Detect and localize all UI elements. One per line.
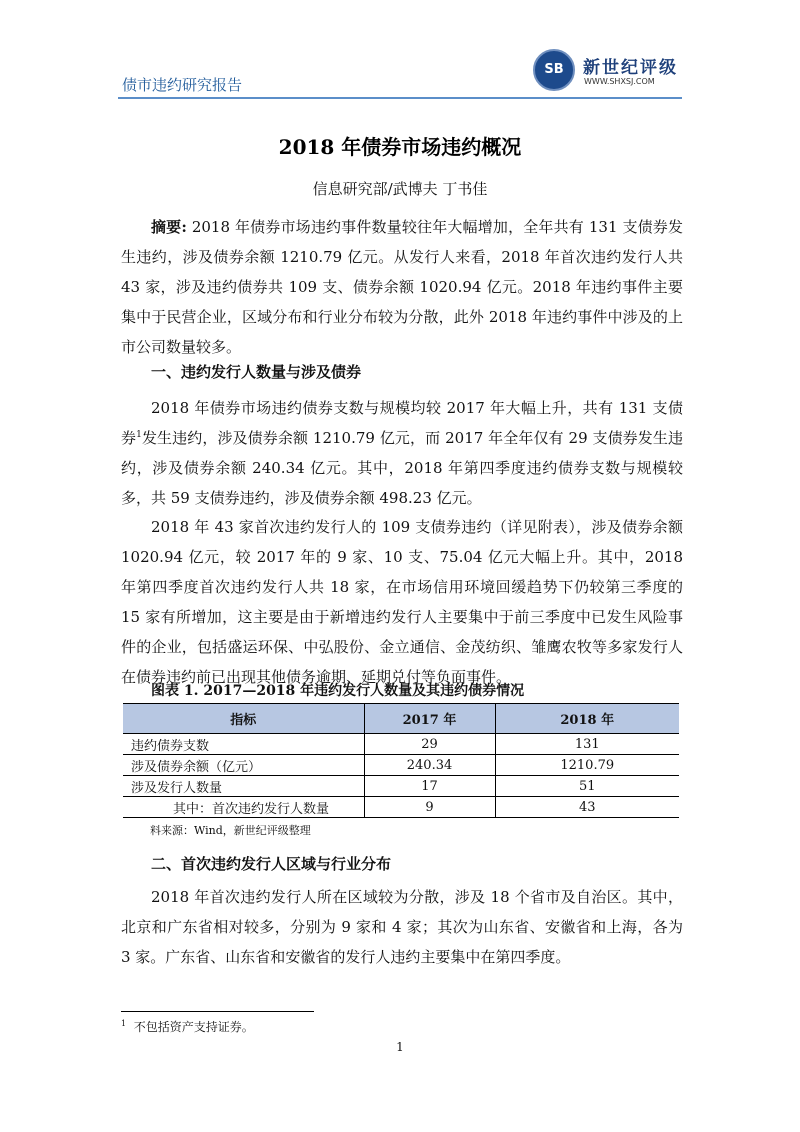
logo-website: WWW.SHXSJ.COM [584,77,655,86]
abstract-label: 摘要: [151,218,187,236]
table-header-2018: 2018 年 [495,704,679,734]
section-1-heading: 一、违约发行人数量与涉及债券 [151,363,362,381]
section-1-p1-text-a: 2018 年债券市场违约债券支数与规模均较 2017 年大幅上升，共有 131 支债券 [121,399,683,447]
footnote [121,1018,254,1035]
table-header-row [123,704,679,734]
table-cell-label: 涉及债券余额（亿元） [123,755,364,776]
table-source-note: 料来源：Wind，新世纪评级整理 [150,824,311,837]
table-cell-2018: 51 [495,776,679,797]
section-2-heading: 二、首次违约发行人区域与行业分布 [151,855,392,873]
table-cell-2018: 1210.79 [495,755,679,776]
footnote-reference: 1 [136,430,142,440]
table-caption: 图表 1. 2017—2018 年违约发行人数量及其违约债券情况 [151,683,525,699]
section-1-paragraph-2: 2018 年 43 家首次违约发行人的 109 支债券违约（详见附表），涉及债券余额 1020.94 亿元，较 2017 年的 9 家、10 支、75.04 亿元大幅上升。其中，2018 年第四季度首次违约发行人共 18 家，在市场信用环境回缓趋势下仍较第三季度的 15 家有所增加，这主要是由于新增违约发行人主要集中于前三季度中已发生风险事件的企业，包括盛运环保、中弘股份、金立通信、金茂纺织、雏鹰农牧等多家发行人在债券违约前已出现其他债务逾期、延期兑付等负面事件。 [121,518,683,686]
table-row [123,755,679,776]
company-logo [533,49,683,99]
document-title: 2018 年债券市场违约概况 [278,135,522,159]
logo-emblem-icon [533,49,575,91]
header-report-title: 债市违约研究报告 [122,76,243,94]
footnote-divider [121,1011,314,1012]
table-cell-2017: 240.34 [364,755,495,776]
abstract-text: 2018 年债券市场违约事件数量较往年大幅增加，全年共有 131 支债券发生违约，涉及债券余额 1210.79 亿元。从发行人来看，2018 年首次违约发行人共 43 家，涉及违约债券共 109 支、债券余额 1020.94 亿元。2018 年违约事件主要集中于民营企业，区域分布和行业分布较为分散，此外 2018 年违约事件中涉及的上市公司数量较多。 [121,218,683,356]
table-row [123,734,679,755]
table-row [123,776,679,797]
table-row [123,797,679,818]
document-authors: 信息研究部/武博夫 丁书佳 [312,180,488,198]
logo-company-name: 新世纪评级 [583,58,678,78]
section-1-p1-text-b: 发生违约，涉及债券余额 1210.79 亿元，而 2017 年全年仅有 29 支债券发生违约，涉及债券余额 240.34 亿元。其中，2018 年第四季度违约债券支数与规模较多，共 59 支债券违约，涉及债券余额 498.23 亿元。 [121,429,683,507]
table-cell-2017: 9 [364,797,495,818]
table-cell-2017: 17 [364,776,495,797]
table-header-2017: 2017 年 [364,704,495,734]
header-divider [118,97,682,99]
logo-mark: SB [544,62,564,77]
table-cell-2018: 43 [495,797,679,818]
abstract-paragraph [121,212,683,362]
page-number: 1 [396,1040,404,1054]
table-cell-label: 违约债券支数 [123,734,364,755]
table-header-indicator: 指标 [123,704,364,734]
default-stats-table [123,703,679,818]
table-cell-2017: 29 [364,734,495,755]
section-1-paragraph-1 [121,393,683,513]
table-cell-label: 其中：首次违约发行人数量 [123,797,364,818]
footnote-mark: 1 [121,1019,127,1028]
section-2-paragraph-1: 2018 年首次违约发行人所在区域较为分散，涉及 18 个省市及自治区。其中，北京和广东省相对较多，分别为 9 家和 4 家；其次为山东省、安徽省和上海，各为 3 家。广东省、山东省和安徽省的发行人违约主要集中在第四季度。 [121,888,683,966]
footnote-text: 不包括资产支持证券。 [133,1020,254,1034]
table-cell-2018: 131 [495,734,679,755]
table-cell-label: 涉及发行人数量 [123,776,364,797]
